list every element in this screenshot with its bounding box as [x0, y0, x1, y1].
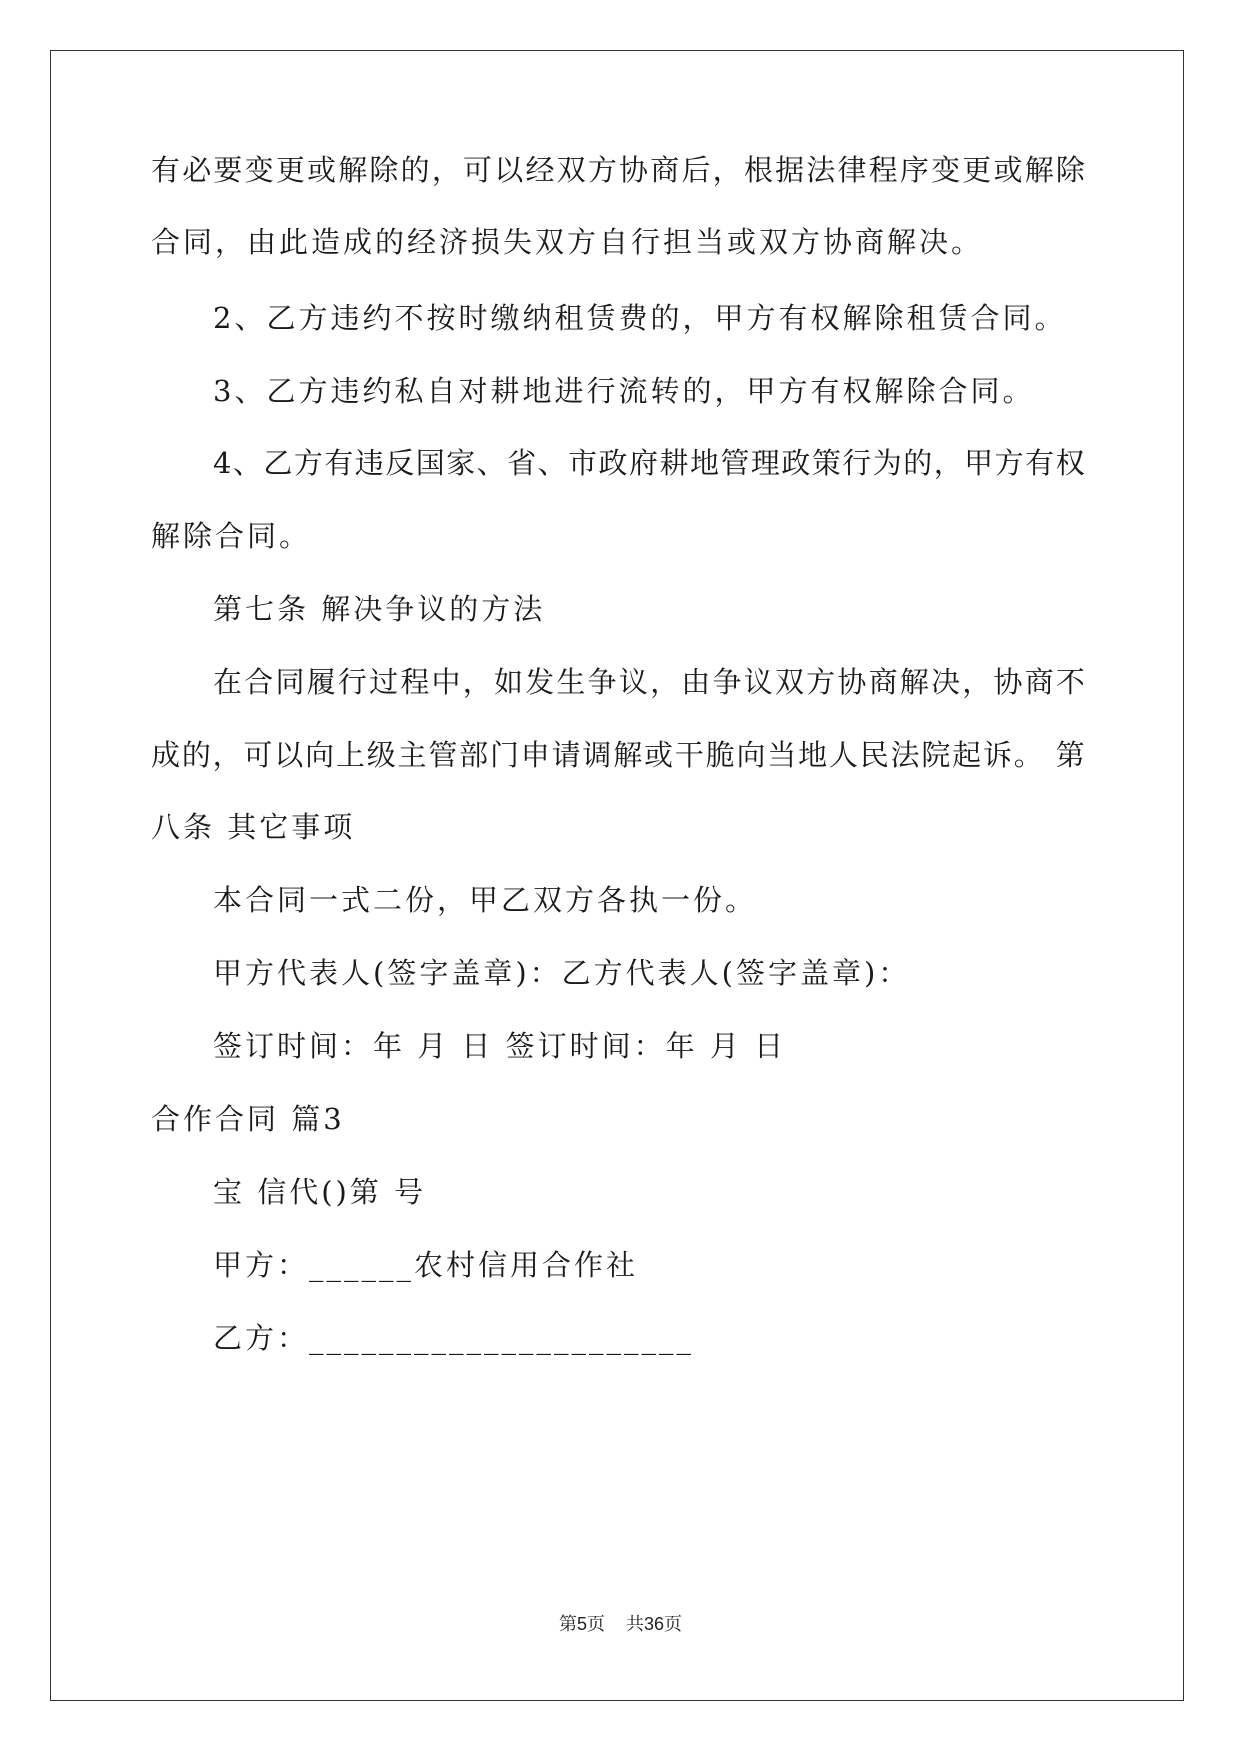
party-a-line: 甲方：______农村信用合作社	[213, 1248, 639, 1282]
page-total: 共36页	[626, 1614, 683, 1634]
paragraph-line: 解除合同。	[151, 519, 312, 553]
party-b-line: 乙方：______________________	[213, 1321, 695, 1355]
page-number: 第5页	[558, 1614, 605, 1634]
section-heading-article-8: 八条 其它事项	[151, 810, 356, 844]
contract-number-line: 宝 信代()第 号	[213, 1175, 427, 1209]
section-heading-article-7: 第七条 解决争议的方法	[213, 592, 546, 626]
paragraph-line: 成 的 ， 可 以 向 上 级 主 管 部 门 申 请 调 解 或 干 脆 向 当 地 人 民 法 院 起 诉 。 第	[151, 738, 1085, 772]
clause-item-3: 3、乙方违约私自对耕地进行流转的，甲方有权解除合同。	[213, 374, 1035, 408]
page-footer	[0, 1610, 1241, 1636]
paragraph-line: 本合同一式二份，甲乙双方各执一份。	[213, 883, 758, 917]
clause-item-2: 2、乙方违约不按时缴纳租赁费的，甲方有权解除租赁合同。	[213, 301, 1067, 335]
contract-title: 合作合同 篇3	[151, 1102, 345, 1136]
signing-date-line: 签订时间：年 月 日 签订时间：年 月 日	[213, 1029, 787, 1063]
signature-line: 甲方代表人(签字盖章)：乙方代表人(签字盖章)：	[213, 956, 911, 990]
paragraph-line: 合同，由此造成的经济损失双方自行担当或双方协商解决。	[151, 225, 984, 259]
paragraph-line: 有 必 要 变 更 或 解 除 的 ， 可 以 经 双 方 协 商 后 ， 根 据 法 律 程 序 变 更 或 解 除	[151, 153, 1085, 187]
paragraph-line: 在 合 同 履 行 过 程 中 ， 如 发 生 争 议 ， 由 争 议 双 方 协 商 解 决 ， 协 商 不	[213, 665, 1085, 699]
clause-item-4: 4 、 乙 方 有 违 反 国 家 、 省 、 市 政 府 耕 地 管 理 政 策 行 为 的 ， 甲 方 有 权	[213, 446, 1085, 480]
